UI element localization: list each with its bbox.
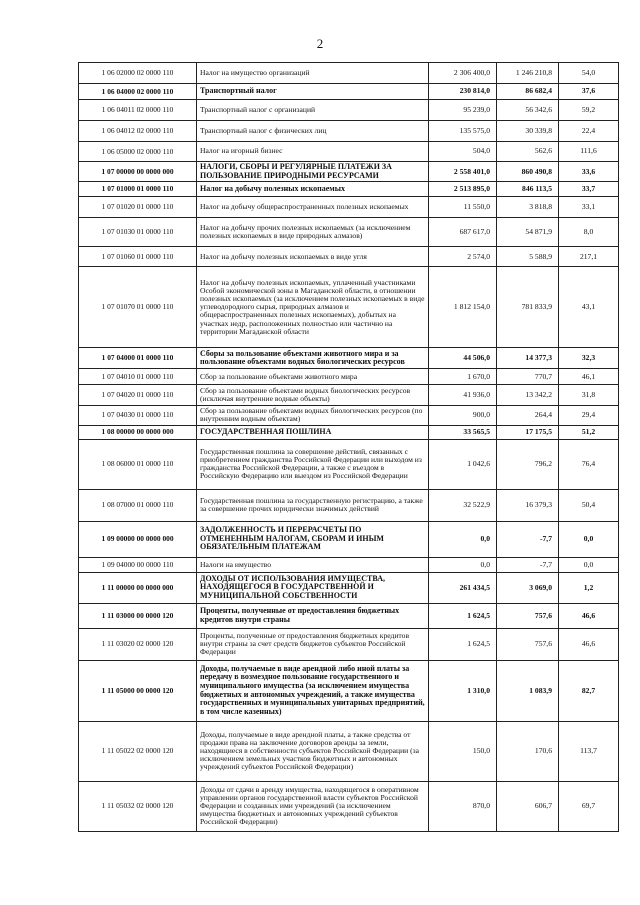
row-percent: 69,7 — [559, 781, 619, 831]
row-name: Доходы, получаемые в виде арендной платы, а также средства от продажи права на заключение договоров аренды за земли, находящиеся в собственности субъектов Российской Федерации (за исключением земельных участков бюджетных и автономных учреждений субъектов Российской Федерации) — [197, 721, 429, 781]
row-name: Налог на добычу прочих полезных ископаемых (за исключением полезных ископаемых в виде природных алмазов) — [197, 218, 429, 247]
row-percent: 29,4 — [559, 406, 619, 425]
row-fact-value: 846 113,5 — [497, 182, 559, 197]
row-name: Сбор за пользование объектами водных биологических ресурсов (исключая внутренние водные объекты) — [197, 385, 429, 406]
row-fact-value: 562,6 — [497, 142, 559, 162]
row-code: 1 07 01070 01 0000 110 — [79, 267, 197, 348]
row-plan-value: 33 565,5 — [429, 425, 497, 439]
row-code: 1 06 04000 02 0000 110 — [79, 84, 197, 100]
page-number: 2 — [316, 36, 324, 51]
row-name: Государственная пошлина за совершение действий, связанных с приобретением гражданства Российской Федерации или выходом из гражданства Российской Федерации, а также с въездом в Российскую Федерацию или выездом из Российской Федерации — [197, 439, 429, 489]
table-row — [79, 406, 619, 425]
row-plan-value: 11 550,0 — [429, 197, 497, 218]
table-row — [79, 84, 619, 100]
table-row — [79, 218, 619, 247]
row-name: Транспортный налог — [197, 84, 429, 100]
row-plan-value: 2 574,0 — [429, 247, 497, 267]
row-percent: 82,7 — [559, 660, 619, 721]
table-row — [79, 572, 619, 603]
row-fact-value: 16 379,3 — [497, 489, 559, 521]
row-plan-value: 900,0 — [429, 406, 497, 425]
row-code: 1 11 00000 00 0000 000 — [79, 572, 197, 603]
table-row — [79, 247, 619, 267]
table-row — [79, 197, 619, 218]
row-percent: 51,2 — [559, 425, 619, 439]
row-name: Налог на добычу полезных ископаемых — [197, 182, 429, 197]
row-code: 1 07 00000 00 0000 000 — [79, 162, 197, 182]
row-plan-value: 230 814,0 — [429, 84, 497, 100]
row-fact-value: -7,7 — [497, 557, 559, 572]
row-name: ГОСУДАРСТВЕННАЯ ПОШЛИНА — [197, 425, 429, 439]
row-fact-value: 781 833,9 — [497, 267, 559, 348]
table-row — [79, 721, 619, 781]
table-row — [79, 628, 619, 660]
row-plan-value: 150,0 — [429, 721, 497, 781]
row-fact-value: 56 342,6 — [497, 100, 559, 121]
table-row — [79, 603, 619, 628]
row-name: Транспортный налог с организаций — [197, 100, 429, 121]
row-name: ЗАДОЛЖЕННОСТЬ И ПЕРЕРАСЧЕТЫ ПО ОТМЕНЕННЫМ НАЛОГАМ, СБОРАМ И ИНЫМ ОБЯЗАТЕЛЬНЫМ ПЛАТЕЖАМ — [197, 521, 429, 557]
revenue-table — [78, 62, 619, 832]
table-row — [79, 182, 619, 197]
row-name: Налог на имущество организаций — [197, 63, 429, 84]
row-fact-value: 17 175,5 — [497, 425, 559, 439]
row-code: 1 08 00000 00 0000 000 — [79, 425, 197, 439]
row-percent: 32,3 — [559, 348, 619, 369]
row-percent: 59,2 — [559, 100, 619, 121]
table-row — [79, 142, 619, 162]
row-percent: 0,0 — [559, 521, 619, 557]
row-name: Налоги на имущество — [197, 557, 429, 572]
row-plan-value: 2 558 401,0 — [429, 162, 497, 182]
row-code: 1 07 04010 01 0000 110 — [79, 369, 197, 385]
table-row — [79, 521, 619, 557]
row-fact-value: 757,6 — [497, 603, 559, 628]
row-code: 1 06 02000 02 0000 110 — [79, 63, 197, 84]
row-percent: 76,4 — [559, 439, 619, 489]
row-percent: 0,0 — [559, 557, 619, 572]
row-name: Доходы от сдачи в аренду имущества, находящегося в оперативном управлении органов государственной власти субъектов Российской Федерации и созданных ими учреждений (за исключением имущества бюджетных и автономных учреждений субъектов Российской Федерации) — [197, 781, 429, 831]
row-code: 1 07 01030 01 0000 110 — [79, 218, 197, 247]
row-plan-value: 1 042,6 — [429, 439, 497, 489]
row-percent: 22,4 — [559, 121, 619, 142]
row-plan-value: 135 575,0 — [429, 121, 497, 142]
row-code: 1 07 01060 01 0000 110 — [79, 247, 197, 267]
row-fact-value: 170,6 — [497, 721, 559, 781]
row-fact-value: 770,7 — [497, 369, 559, 385]
row-name: Транспортный налог с физических лиц — [197, 121, 429, 142]
revenue-table-body — [79, 63, 619, 832]
row-percent: 43,1 — [559, 267, 619, 348]
row-fact-value: 796,2 — [497, 439, 559, 489]
row-name: Проценты, полученные от предоставления бюджетных кредитов внутри страны за счет средств бюджетов субъектов Российской Федерации — [197, 628, 429, 660]
row-percent: 33,6 — [559, 162, 619, 182]
row-fact-value: 3 069,0 — [497, 572, 559, 603]
row-name: ДОХОДЫ ОТ ИСПОЛЬЗОВАНИЯ ИМУЩЕСТВА, НАХОДЯЩЕГОСЯ В ГОСУДАРСТВЕННОЙ И МУНИЦИПАЛЬНОЙ СОБСТВЕННОСТИ — [197, 572, 429, 603]
row-fact-value: 3 818,8 — [497, 197, 559, 218]
row-percent: 46,1 — [559, 369, 619, 385]
row-plan-value: 1 624,5 — [429, 628, 497, 660]
row-fact-value: 264,4 — [497, 406, 559, 425]
row-plan-value: 504,0 — [429, 142, 497, 162]
row-code: 1 11 05000 00 0000 120 — [79, 660, 197, 721]
row-name: Сборы за пользование объектами животного мира и за пользование объектами водных биологических ресурсов — [197, 348, 429, 369]
row-code: 1 08 06000 01 0000 110 — [79, 439, 197, 489]
row-percent: 217,1 — [559, 247, 619, 267]
row-plan-value: 44 506,0 — [429, 348, 497, 369]
table-row — [79, 63, 619, 84]
table-row — [79, 660, 619, 721]
row-plan-value: 2 513 895,0 — [429, 182, 497, 197]
row-percent: 54,0 — [559, 63, 619, 84]
row-name: Налог на добычу полезных ископаемых в виде угля — [197, 247, 429, 267]
row-percent: 50,4 — [559, 489, 619, 521]
row-plan-value: 95 239,0 — [429, 100, 497, 121]
table-row — [79, 439, 619, 489]
row-plan-value: 1 310,0 — [429, 660, 497, 721]
row-name: Налог на игорный бизнес — [197, 142, 429, 162]
row-code: 1 11 03000 00 0000 120 — [79, 603, 197, 628]
row-plan-value: 0,0 — [429, 557, 497, 572]
row-code: 1 11 03020 02 0000 120 — [79, 628, 197, 660]
row-code: 1 07 01020 01 0000 110 — [79, 197, 197, 218]
row-fact-value: 757,6 — [497, 628, 559, 660]
row-name: Сбор за пользование объектами животного мира — [197, 369, 429, 385]
row-fact-value: 30 339,8 — [497, 121, 559, 142]
table-row — [79, 425, 619, 439]
row-code: 1 06 04012 02 0000 110 — [79, 121, 197, 142]
row-code: 1 09 00000 00 0000 000 — [79, 521, 197, 557]
table-row — [79, 385, 619, 406]
row-code: 1 07 04000 01 0000 110 — [79, 348, 197, 369]
row-percent: 33,7 — [559, 182, 619, 197]
row-code: 1 06 04011 02 0000 110 — [79, 100, 197, 121]
row-percent: 31,8 — [559, 385, 619, 406]
row-name: Проценты, полученные от предоставления бюджетных кредитов внутри страны — [197, 603, 429, 628]
row-fact-value: 86 682,4 — [497, 84, 559, 100]
row-code: 1 11 05022 02 0000 120 — [79, 721, 197, 781]
row-percent: 111,6 — [559, 142, 619, 162]
row-fact-value: 606,7 — [497, 781, 559, 831]
row-name: Налог на добычу полезных ископаемых, уплаченный участниками Особой экономической зоны в Магаданской области, в отношении полезных ископаемых (за исключением полезных ископаемых в виде углеводородного сырья, природных алмазов и общераспространенных полезных ископаемых), добытых на участках недр, расположенных полностью или частично на территории Магаданской области — [197, 267, 429, 348]
row-percent: 46,6 — [559, 603, 619, 628]
row-percent: 33,1 — [559, 197, 619, 218]
row-code: 1 07 04030 01 0000 110 — [79, 406, 197, 425]
row-code: 1 09 04000 00 0000 110 — [79, 557, 197, 572]
row-plan-value: 870,0 — [429, 781, 497, 831]
row-plan-value: 32 522,9 — [429, 489, 497, 521]
table-row — [79, 369, 619, 385]
table-row — [79, 267, 619, 348]
row-plan-value: 1 624,5 — [429, 603, 497, 628]
table-row — [79, 348, 619, 369]
row-plan-value: 687 617,0 — [429, 218, 497, 247]
row-code: 1 08 07000 01 0000 110 — [79, 489, 197, 521]
row-name: Государственная пошлина за государственную регистрацию, а также за совершение прочих юридически значимых действий — [197, 489, 429, 521]
table-row — [79, 100, 619, 121]
row-name: НАЛОГИ, СБОРЫ И РЕГУЛЯРНЫЕ ПЛАТЕЖИ ЗА ПОЛЬЗОВАНИЕ ПРИРОДНЫМИ РЕСУРСАМИ — [197, 162, 429, 182]
row-name: Налог на добычу общераспространенных полезных ископаемых — [197, 197, 429, 218]
row-fact-value: 1 246 210,8 — [497, 63, 559, 84]
row-fact-value: -7,7 — [497, 521, 559, 557]
row-plan-value: 0,0 — [429, 521, 497, 557]
row-plan-value: 41 936,0 — [429, 385, 497, 406]
table-row — [79, 121, 619, 142]
row-fact-value: 54 871,9 — [497, 218, 559, 247]
row-plan-value: 1 670,0 — [429, 369, 497, 385]
table-row — [79, 557, 619, 572]
row-name: Сбор за пользование объектами водных биологических ресурсов (по внутренним водным объектам) — [197, 406, 429, 425]
row-name: Доходы, получаемые в виде арендной либо иной платы за передачу в возмездное пользование государственного и муниципального имущества (за исключением имущества бюджетных и автономных учреждений, а также имущества государственных и муниципальных унитарных предприятий, в том числе казенных) — [197, 660, 429, 721]
row-fact-value: 1 083,9 — [497, 660, 559, 721]
table-row — [79, 781, 619, 831]
row-fact-value: 860 490,8 — [497, 162, 559, 182]
row-code: 1 06 05000 02 0000 110 — [79, 142, 197, 162]
row-code: 1 11 05032 02 0000 120 — [79, 781, 197, 831]
row-percent: 113,7 — [559, 721, 619, 781]
row-code: 1 07 04020 01 0000 110 — [79, 385, 197, 406]
table-row — [79, 162, 619, 182]
row-percent: 37,6 — [559, 84, 619, 100]
row-plan-value: 261 434,5 — [429, 572, 497, 603]
row-percent: 1,2 — [559, 572, 619, 603]
row-fact-value: 13 342,2 — [497, 385, 559, 406]
row-fact-value: 14 377,3 — [497, 348, 559, 369]
row-percent: 8,0 — [559, 218, 619, 247]
row-code: 1 07 01000 01 0000 110 — [79, 182, 197, 197]
table-row — [79, 489, 619, 521]
row-plan-value: 2 306 400,0 — [429, 63, 497, 84]
row-fact-value: 5 588,9 — [497, 247, 559, 267]
row-percent: 46,6 — [559, 628, 619, 660]
row-plan-value: 1 812 154,0 — [429, 267, 497, 348]
